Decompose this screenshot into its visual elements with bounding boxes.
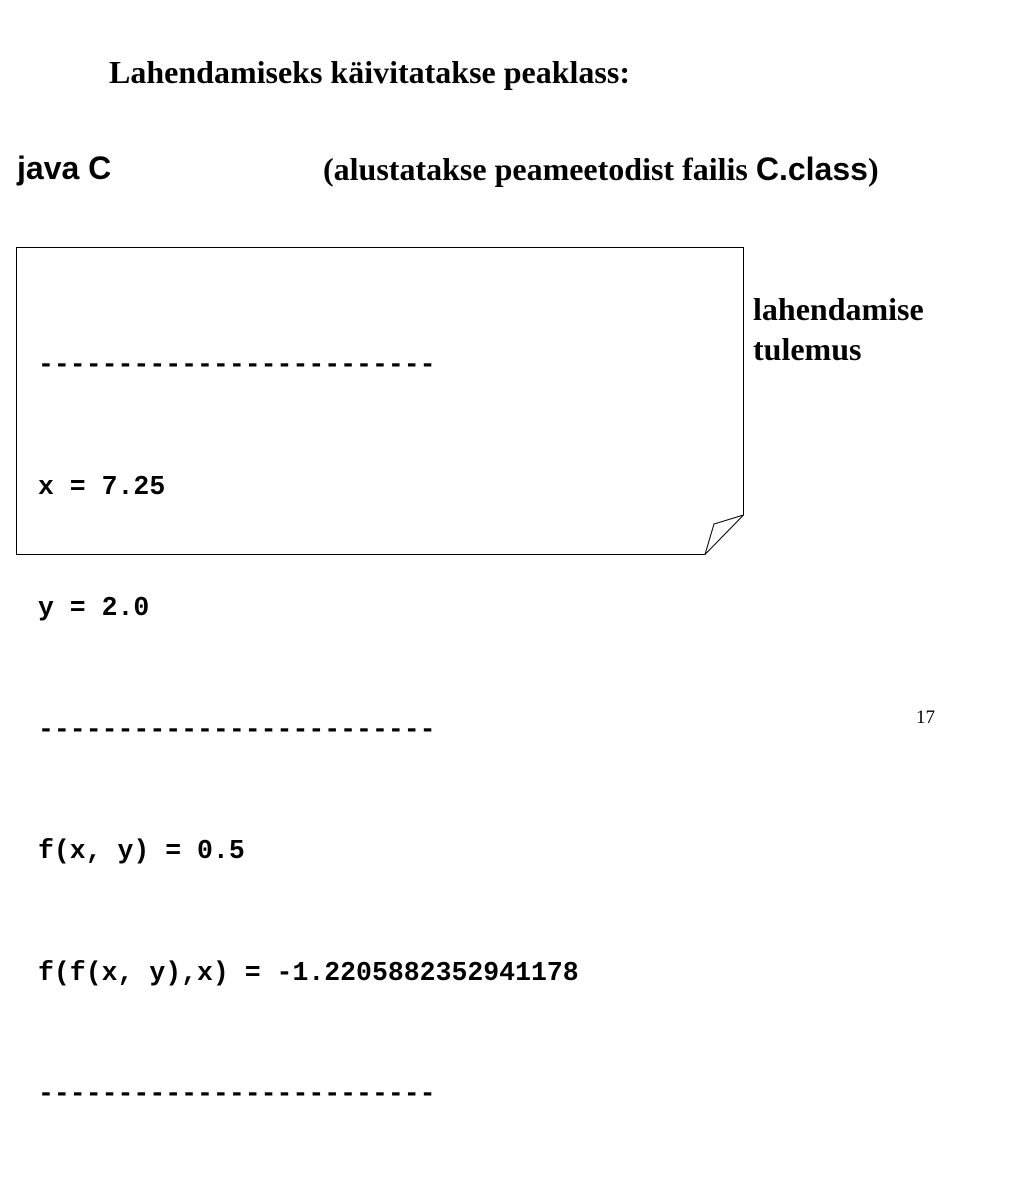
page-number: 17 [916, 707, 935, 728]
result-caption-line-1: lahendamise [753, 291, 924, 327]
note-class-name: C.class [755, 151, 868, 187]
output-lines [38, 264, 579, 1196]
result-caption [753, 289, 924, 369]
note-close-text: ) [867, 151, 879, 187]
output-separator-line: ------------------------- [38, 1079, 436, 1109]
command-note [323, 149, 879, 189]
output-ff-result-line: f(f(x, y),x) = -1.2205882352941178 [38, 957, 579, 988]
note-open-text: (alustatakse peameetodist failis [323, 151, 756, 187]
result-caption-line-2: tulemus [753, 331, 862, 367]
java-command: java C [17, 150, 112, 186]
program-output-box [16, 247, 744, 1109]
output-y-value-line: y = 2.0 [38, 593, 150, 623]
output-separator-line: ------------------------- [38, 714, 436, 745]
output-x-value-line: x = 7.25 [38, 471, 166, 502]
output-f-result-line: f(x, y) = 0.5 [38, 836, 245, 866]
output-separator-line: ------------------------- [38, 350, 436, 380]
slide-heading: Lahendamiseks käivitatakse peaklass: [109, 54, 630, 90]
